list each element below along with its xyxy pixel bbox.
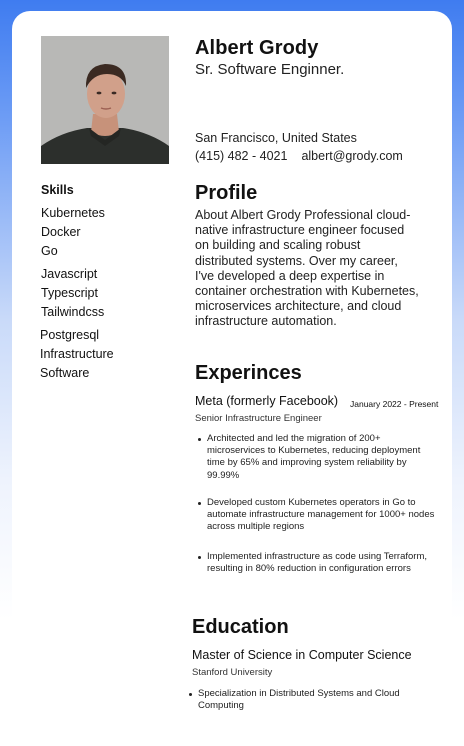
skill-item: Docker — [41, 225, 81, 239]
skills-heading: Skills — [41, 183, 74, 197]
phone-number: (415) 482 - 4021 — [195, 149, 288, 163]
skill-item: Javascript — [41, 267, 98, 281]
education-heading: Education — [192, 616, 289, 638]
skill-item: Kubernetes — [41, 206, 105, 220]
job-dates: January 2022 - Present — [350, 399, 439, 409]
skill-item: Infrastructure — [40, 347, 114, 361]
skill-item: Postgresql — [40, 328, 100, 342]
resume-name: Albert Grody — [195, 37, 319, 59]
job-company: Meta (formerly Facebook) — [195, 394, 339, 408]
resume-job-title: Sr. Software Enginner. — [195, 61, 345, 78]
job-role: Senior Infrastructure Engineer — [195, 413, 322, 424]
skill-item: Typescript — [41, 286, 98, 300]
resume-location: San Francisco, United States — [195, 131, 357, 145]
experience-bullet: Implemented infrastructure as code using Terraform, resulting in 80% reduction in configuration errors — [207, 551, 437, 575]
profile-text: About Albert Grody Professional cloud-native infrastructure engineer focused on building and scaling robust distributed systems. Over my career, I've developed a deep expertise in container orchestration with Kubernetes, microservices architecture, and cloud infrastructure automation. — [195, 208, 419, 329]
skill-item: Software — [40, 366, 90, 380]
experience-heading: Experinces — [195, 362, 302, 384]
education-school: Stanford University — [192, 667, 273, 678]
profile-heading: Profile — [195, 182, 258, 204]
email-address: albert@grody.com — [301, 149, 403, 163]
skill-item: Tailwindcss — [41, 305, 105, 319]
education-bullet: Specialization in Distributed Systems and Cloud Computing — [198, 688, 438, 712]
skill-item: Go — [41, 244, 58, 258]
education-degree: Master of Science in Computer Science — [192, 648, 412, 662]
experience-bullet: Architected and led the migration of 200+ microservices to Kubernetes, reducing deployment time by 65% and improving system reliability by 99.99% — [207, 433, 437, 482]
experience-bullet: Developed custom Kubernetes operators in Go to automate infrastructure management for 1000+ nodes across multiple regions — [207, 497, 437, 534]
contact-line — [195, 149, 403, 163]
profile-photo — [41, 36, 169, 164]
